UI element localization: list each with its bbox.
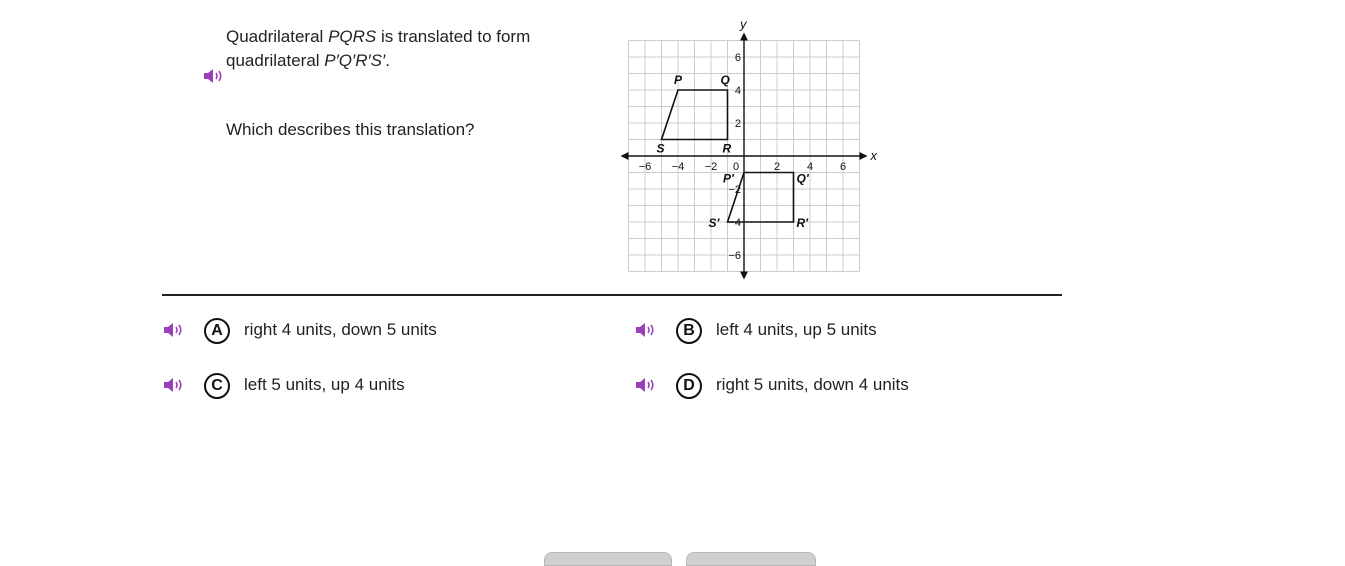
vertex-label-r-prime: R′	[796, 216, 809, 230]
question-text-part: .	[385, 51, 390, 70]
x-tick-label: 0	[733, 161, 740, 173]
vertex-label-p: P	[674, 73, 683, 87]
speaker-icon[interactable]	[635, 376, 657, 394]
divider	[162, 294, 1062, 296]
y-tick-label: −4	[728, 217, 741, 229]
question-text	[226, 25, 606, 73]
x-tick-label: −4	[671, 161, 685, 173]
choice-letter-bubble[interactable]: D	[676, 373, 702, 399]
nav-tab-button[interactable]	[544, 552, 672, 566]
y-tick-label: −6	[728, 250, 741, 262]
choice-text: right 5 units, down 4 units	[716, 375, 909, 394]
x-tick-label: 6	[839, 161, 847, 173]
choice-text: right 4 units, down 5 units	[244, 320, 437, 339]
nav-tab-button[interactable]	[686, 552, 816, 566]
y-axis-label: y	[740, 20, 747, 32]
choice-letter-bubble[interactable]: A	[204, 318, 230, 344]
question-prompt: Which describes this translation?	[226, 120, 475, 139]
choice-letter-bubble[interactable]: C	[204, 373, 230, 399]
vertex-label-r: R	[722, 141, 732, 156]
question-line-1	[226, 25, 606, 49]
x-tick-label: 2	[773, 161, 781, 173]
y-axis-arrow	[740, 272, 748, 280]
question-text-part: is translated to form	[376, 27, 531, 46]
choice-text: left 5 units, up 4 units	[244, 375, 405, 394]
vertex-label-s: S	[656, 141, 665, 156]
y-tick-label: 2	[734, 118, 741, 130]
question-line-2	[226, 49, 606, 73]
choice-letter-bubble[interactable]: B	[676, 318, 702, 344]
coordinate-graph	[620, 20, 880, 280]
x-axis-label: x	[870, 148, 877, 163]
figure-name: P′Q′R′S′	[324, 51, 386, 70]
vertex-label-q: Q	[720, 73, 730, 87]
question-text-part: quadrilateral	[226, 51, 325, 70]
vertex-label-p-prime: P′	[723, 171, 734, 186]
x-tick-label: −6	[638, 161, 652, 173]
speaker-icon[interactable]	[163, 376, 185, 394]
figure-name: PQRS	[328, 27, 377, 46]
question-text-part: Quadrilateral	[226, 27, 329, 46]
speaker-icon[interactable]	[203, 67, 225, 85]
x-tick-label: 4	[806, 161, 814, 173]
vertex-label-q-prime: Q′	[796, 171, 809, 186]
y-tick-label: 4	[734, 85, 741, 97]
y-axis-arrow	[740, 33, 748, 41]
vertex-label-s-prime: S′	[708, 216, 720, 230]
x-axis-arrow	[860, 152, 868, 160]
x-tick-label: −2	[704, 161, 718, 173]
x-axis-arrow	[621, 152, 629, 160]
coordinate-plane	[620, 20, 880, 280]
speaker-icon[interactable]	[635, 321, 657, 339]
choice-text: left 4 units, up 5 units	[716, 320, 877, 339]
y-tick-label: 6	[734, 52, 741, 64]
speaker-icon[interactable]	[163, 321, 185, 339]
y-tick-label: −2	[728, 184, 741, 196]
